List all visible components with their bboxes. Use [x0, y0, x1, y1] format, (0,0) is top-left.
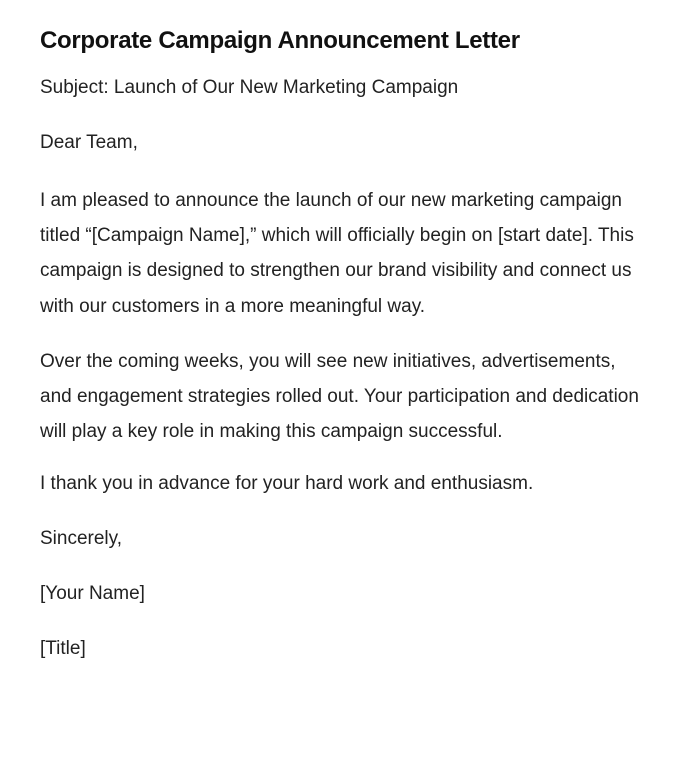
closing: Sincerely, [40, 528, 123, 550]
body-paragraph: I am pleased to announce the launch of our new marketing campaign titled “[Campaign Name],” which will officially begin on [start date]. This campaign is designed to strengthen our brand visibility and connect us with our customers in a more meaningful way. [40, 190, 634, 317]
document-title: Corporate Campaign Announcement Letter [40, 27, 520, 54]
body-paragraph: I thank you in advance for your hard work and enthusiasm. [40, 473, 534, 495]
sender-title: [Title] [40, 638, 86, 660]
subject-line: Subject: Launch of Our New Marketing Campaign [40, 77, 459, 98]
body-paragraph: Over the coming weeks, you will see new initiatives, advertisements, and engagement strategies rolled out. Your participation and dedication will play a key role in making this campaign successful. [40, 350, 639, 443]
letter-document [40, 24, 640, 689]
salutation: Dear Team, [40, 132, 138, 153]
sender-name: [Your Name] [40, 583, 145, 605]
